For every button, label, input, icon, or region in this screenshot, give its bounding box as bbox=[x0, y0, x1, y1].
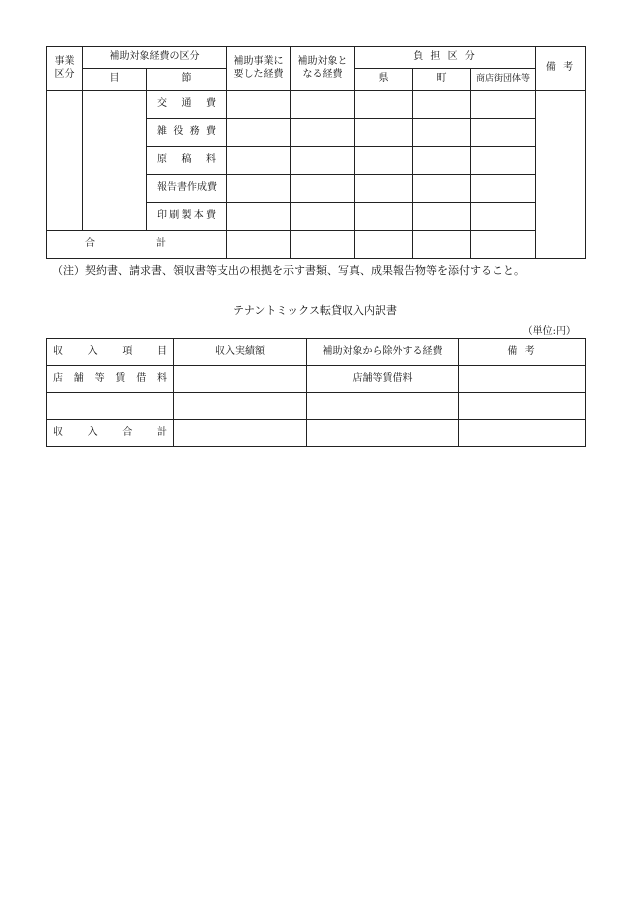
cell[interactable] bbox=[471, 147, 536, 175]
header-ken: 県 bbox=[355, 69, 413, 91]
cell[interactable] bbox=[471, 91, 536, 119]
cell[interactable] bbox=[413, 231, 471, 259]
cell[interactable] bbox=[471, 231, 536, 259]
header-item: 収 入 項 目 bbox=[47, 339, 174, 366]
cell[interactable] bbox=[291, 91, 355, 119]
header-remarks: 備 考 bbox=[459, 339, 586, 366]
cell[interactable] bbox=[413, 175, 471, 203]
cell[interactable] bbox=[459, 366, 586, 393]
cell[interactable] bbox=[459, 420, 586, 447]
moku-cell[interactable] bbox=[83, 91, 147, 231]
header-shoten: 商店街団体等 bbox=[471, 69, 536, 91]
table2-title: テナントミックス転貸収入内訳書 bbox=[232, 304, 398, 317]
cell[interactable] bbox=[471, 119, 536, 147]
cell[interactable] bbox=[227, 231, 291, 259]
header-hojo-jigyo: 補助事業に 要した経費 bbox=[227, 47, 291, 91]
cell[interactable] bbox=[174, 420, 307, 447]
row-label-total: 収 入 合 計 bbox=[47, 420, 174, 447]
header-biko: 備 考 bbox=[536, 47, 586, 91]
cell[interactable] bbox=[227, 147, 291, 175]
header-machi: 町 bbox=[413, 69, 471, 91]
header-actual: 収入実績額 bbox=[174, 339, 307, 366]
cell[interactable] bbox=[47, 393, 174, 420]
cell[interactable] bbox=[227, 203, 291, 231]
header-excluded: 補助対象から除外する経費 bbox=[307, 339, 459, 366]
header-hojo-taisho: 補助対象と なる経費 bbox=[291, 47, 355, 91]
cell[interactable] bbox=[174, 393, 307, 420]
jigyo-cell[interactable] bbox=[47, 91, 83, 231]
cell[interactable] bbox=[355, 203, 413, 231]
header-moku: 目 bbox=[83, 69, 147, 91]
cell[interactable] bbox=[307, 393, 459, 420]
total-label: 合 計 bbox=[47, 231, 227, 259]
cell[interactable] bbox=[291, 175, 355, 203]
cell[interactable] bbox=[471, 175, 536, 203]
cell[interactable] bbox=[355, 175, 413, 203]
header-setsu: 節 bbox=[147, 69, 227, 91]
row-label-rent: 店 舗 等 賃 借 料 bbox=[47, 366, 174, 393]
cell[interactable] bbox=[291, 147, 355, 175]
header-jigyo-kubun: 事業 区分 bbox=[47, 47, 83, 91]
biko-cell[interactable] bbox=[536, 91, 586, 259]
cell[interactable] bbox=[413, 147, 471, 175]
cell[interactable] bbox=[291, 203, 355, 231]
unit-label: （単位:円） bbox=[522, 326, 576, 337]
cell[interactable] bbox=[355, 231, 413, 259]
cell[interactable] bbox=[227, 119, 291, 147]
cell[interactable] bbox=[459, 393, 586, 420]
cell[interactable] bbox=[227, 91, 291, 119]
setsu-label-hokokusho: 報 告 書 作 成 費 bbox=[147, 175, 227, 203]
expense-table bbox=[46, 46, 586, 259]
setsu-label-kotsu: 交 通 費 bbox=[147, 91, 227, 119]
cell[interactable] bbox=[355, 91, 413, 119]
cell[interactable] bbox=[174, 366, 307, 393]
cell[interactable] bbox=[355, 147, 413, 175]
cell[interactable] bbox=[355, 119, 413, 147]
excluded-rent: 店舗等賃借料 bbox=[307, 366, 459, 393]
header-futan-kubun: 負 担 区 分 bbox=[355, 47, 536, 69]
setsu-label-zatsueki: 雑 役 務 費 bbox=[147, 119, 227, 147]
attachment-note: （注）契約書、請求書、領収書等支出の根拠を示す書類、写真、成果報告物等を添付すること。 bbox=[52, 264, 525, 277]
cell[interactable] bbox=[413, 91, 471, 119]
cell[interactable] bbox=[291, 231, 355, 259]
setsu-label-genko: 原 稿 料 bbox=[147, 147, 227, 175]
cell[interactable] bbox=[227, 175, 291, 203]
setsu-label-insatsu: 印 刷 製 本 費 bbox=[147, 203, 227, 231]
cell[interactable] bbox=[471, 203, 536, 231]
income-table bbox=[46, 338, 586, 447]
header-taisho-kubun: 補助対象経費の区分 bbox=[83, 47, 227, 69]
cell[interactable] bbox=[307, 420, 459, 447]
cell[interactable] bbox=[413, 119, 471, 147]
cell[interactable] bbox=[291, 119, 355, 147]
cell[interactable] bbox=[413, 203, 471, 231]
